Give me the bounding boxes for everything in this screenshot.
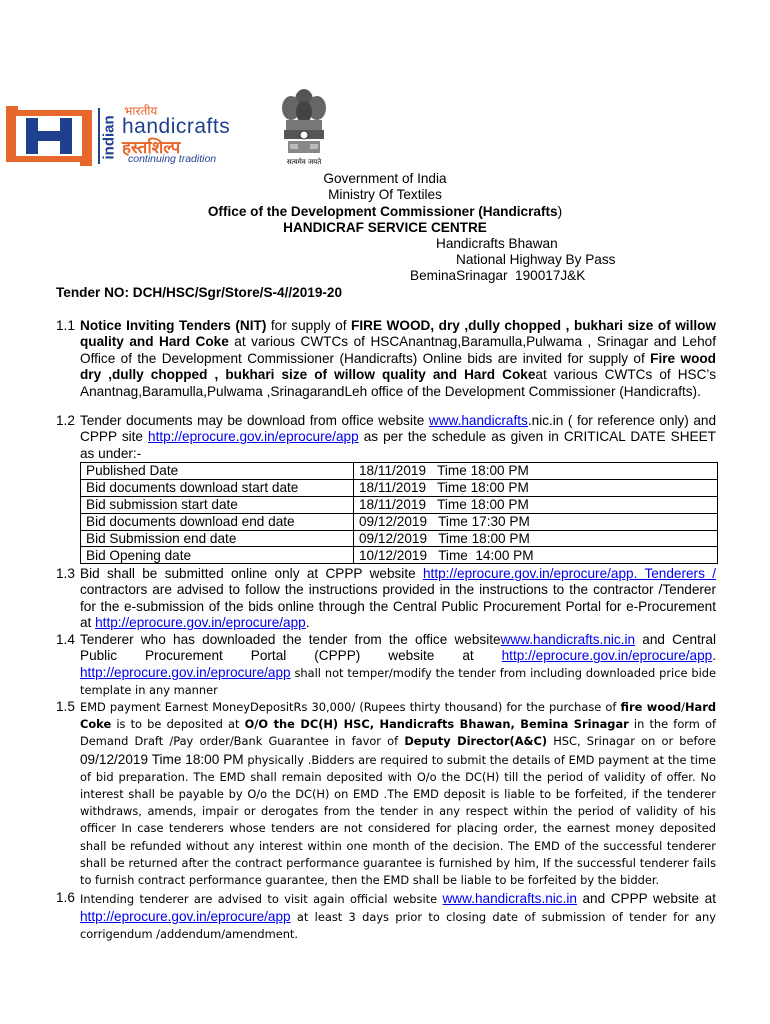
schedule-value: 18/11/2019 Time 18:00 PM <box>354 496 718 513</box>
address-line-2: National Highway By Pass <box>456 252 616 267</box>
handicrafts-website-link[interactable]: www.handicrafts <box>428 413 528 428</box>
schedule-label: Bid documents download start date <box>81 479 354 496</box>
s13-t1: Bid shall be submitted online only at CPPP website <box>80 566 423 581</box>
table-row <box>81 530 718 547</box>
s15-t5: HSC, Srinagar on or before <box>547 734 716 749</box>
cppp-link[interactable]: http://eprocure.gov.in/eprocure/app. Tenderers / <box>423 566 716 581</box>
handicrafts-website-link[interactable]: www.handicrafts.nic.in <box>442 891 577 906</box>
fire-wood-bold: fire wood <box>620 700 682 714</box>
deputy-director-bold: Deputy Director(A&C) <box>404 734 548 749</box>
s14-t1: Tenderer who has downloaded the tender from the office website <box>80 632 501 647</box>
logo-hindi-bottom: हस्तशिल्प <box>122 138 181 158</box>
table-row <box>81 463 718 480</box>
address-line-1: Handicrafts Bhawan <box>436 236 558 251</box>
s14-t2: and Central Public Procurement Portal (CPPP) website at <box>80 632 720 664</box>
s12-t1: Tender documents may be download from office website <box>80 413 429 428</box>
section-1-5-number: 1.5 <box>56 699 75 714</box>
s14-t3: . <box>712 648 716 664</box>
fire-wood-item-2: Fire wood dry ,dully chopped , bukhari size of willow quality and Hard Coke <box>80 350 716 383</box>
deposit-office-bold: O/O the DC(H) HSC, Handicrafts Bhawan, Bemina Srinagar <box>244 717 629 732</box>
handicrafts-website-link[interactable]: www.handicrafts.nic.in <box>500 632 636 647</box>
schedule-label: Bid Opening date <box>81 547 354 564</box>
emblem-motto: सत्यमेव जयते <box>286 158 322 166</box>
fire-wood-item: FIRE WOOD, dry ,dully chopped , bukhari size of willow quality and Hard Coke <box>80 318 716 350</box>
logo-hindi-top: भारतीय <box>124 104 158 118</box>
table-row <box>81 513 718 530</box>
critical-date-table <box>80 462 718 564</box>
tender-number: Tender NO: DCH/HSC/Sgr/Store/S-4//2019-20 <box>56 285 343 300</box>
schedule-value: 09/12/2019 Time 17:30 PM <box>354 513 718 530</box>
s11-t1: for supply of <box>266 318 352 333</box>
s15-t1: EMD payment Earnest MoneyDepositRs 30,000/ (Rupees thirty thousand) for the purchase of <box>80 700 621 714</box>
header-office-paren: ) <box>557 204 563 219</box>
table-row <box>81 496 718 513</box>
header-ministry: Ministry Of Textiles <box>328 187 442 202</box>
s16-t2: and CPPP website at <box>576 891 716 906</box>
s12-t3: as per the schedule as given in CRITICAL DATE SHEET as under:- <box>80 429 716 461</box>
cppp-link[interactable]: http://eprocure.gov.in/eprocure/app <box>80 664 291 680</box>
s11-t3: at various CWTCs of HSC’s Anantnag,Baramulla,Pulwama ,SrinagarandLeh office of the Development Commissioner (Handicrafts). <box>80 367 716 399</box>
section-1-4-number: 1.4 <box>56 632 75 647</box>
cppp-link[interactable]: http://eprocure.gov.in/eprocure/app <box>80 909 291 925</box>
section-1-6-text <box>80 890 716 944</box>
s15-t6: physically .Bidders are required to submit the details of EMD payment at the time of bid preparation. The EMD shall remain deposited with O/o the DC(H) till the period of validity of offer. No interest shall be payable by O/o the DC(H) on EMD .The EMD deposit is liable to be forfeited, if the tenderer withdraws, amends, impair or derogates from the tender in any respect within the period of validity of his officer In case tenderers whose tenders are not considered for placing order, the earnest money deposited shall be refunded without any interest within one month of the decision. The EMD of the successful tenderer shall be returned after the contract performance guarantee is furnished by him, If the successful tenderer fails to furnish contract performance guarantee, then the EMD shall be liable to be forfeited by the bidder. <box>80 752 717 888</box>
s11-t2: at various CWTCs of HSCAnantnag,Baramulla,Pulwama , Srinagar and Lehof Office of the Development Commissioner (Handicrafts) Online bids are invited for supply of <box>80 334 716 366</box>
section-1-6-number: 1.6 <box>56 890 75 905</box>
s14-t4: shall not temper/modify the tender from including downloaded price bide template in any manner <box>80 665 716 698</box>
s15-t4: in the form of Demand Draft /Pay order/Bank Guarantee in favor of <box>80 717 716 749</box>
section-1-1-number: 1.1 <box>56 318 75 333</box>
schedule-label: Bid Submission end date <box>81 530 354 547</box>
table-row <box>81 479 718 496</box>
header-office-bold: Office of the Development Commissioner (Handicrafts <box>207 204 558 219</box>
s13-t2: contractors are advised to follow the instructions provided in the instructions to the contractor /Tenderer for the e-submission of the bids online through the Central Public Procurement Portal for e-Procurement at <box>80 582 716 631</box>
schedule-label: Published Date <box>81 463 354 480</box>
emd-deadline: 09/12/2019 Time 18:00 PM <box>80 751 244 767</box>
handicrafts-logo <box>2 104 264 168</box>
section-1-5-text <box>80 699 716 889</box>
section-1-1-text <box>80 318 716 400</box>
header-government: Government of India <box>323 171 447 186</box>
schedule-label: Bid submission start date <box>81 496 354 513</box>
s12-t2: .nic.in ( for reference only) and CPPP site <box>80 413 717 445</box>
s15-t3: is to be deposited at <box>111 717 245 732</box>
s16-t1: Intending tenderer are advised to visit again official website <box>80 892 443 906</box>
schedule-value: 09/12/2019 Time 18:00 PM <box>354 530 718 547</box>
logo-vertical-text: indian <box>100 115 118 160</box>
logo-wordmark: handicrafts <box>122 115 231 138</box>
header-office <box>0 204 770 220</box>
state-emblem <box>276 86 332 170</box>
schedule-value: 10/12/2019 Time 14:00 PM <box>354 547 718 564</box>
hard-coke-bold: Hard Coke <box>80 700 716 732</box>
s13-t3: . <box>305 615 310 631</box>
s16-t3: at least 3 days prior to closing date of submission of tender for any corrigendum /addendum/amendment. <box>80 910 716 942</box>
section-1-2-text <box>80 413 716 462</box>
schedule-value: 18/11/2019 Time 18:00 PM <box>354 479 718 496</box>
section-1-3-text <box>80 566 716 632</box>
schedule-value: 18/11/2019 Time 18:00 PM <box>354 463 718 480</box>
s15-t2: / <box>681 700 685 714</box>
lion-capital-emblem-icon <box>276 86 332 158</box>
header-service-centre: HANDICRAF SERVICE CENTRE <box>283 220 487 235</box>
table-row <box>81 547 718 564</box>
cppp-link[interactable]: http://eprocure.gov.in/eprocure/app <box>95 615 306 631</box>
logo-tagline: continuing tradition <box>128 153 217 165</box>
cppp-link[interactable]: http://eprocure.gov.in/eprocure/app <box>501 648 713 664</box>
h-mark-icon <box>6 106 92 166</box>
address-line-3: BeminaSrinagar 190017J&K <box>410 268 586 283</box>
schedule-label: Bid documents download end date <box>81 513 354 530</box>
cppp-link[interactable]: http://eprocure.gov.in/eprocure/app <box>148 429 359 445</box>
section-1-4-text <box>80 632 720 699</box>
section-1-2-number: 1.2 <box>56 413 75 428</box>
section-1-3-number: 1.3 <box>56 566 75 581</box>
nit-label: Notice Inviting Tenders (NIT) <box>80 318 267 333</box>
